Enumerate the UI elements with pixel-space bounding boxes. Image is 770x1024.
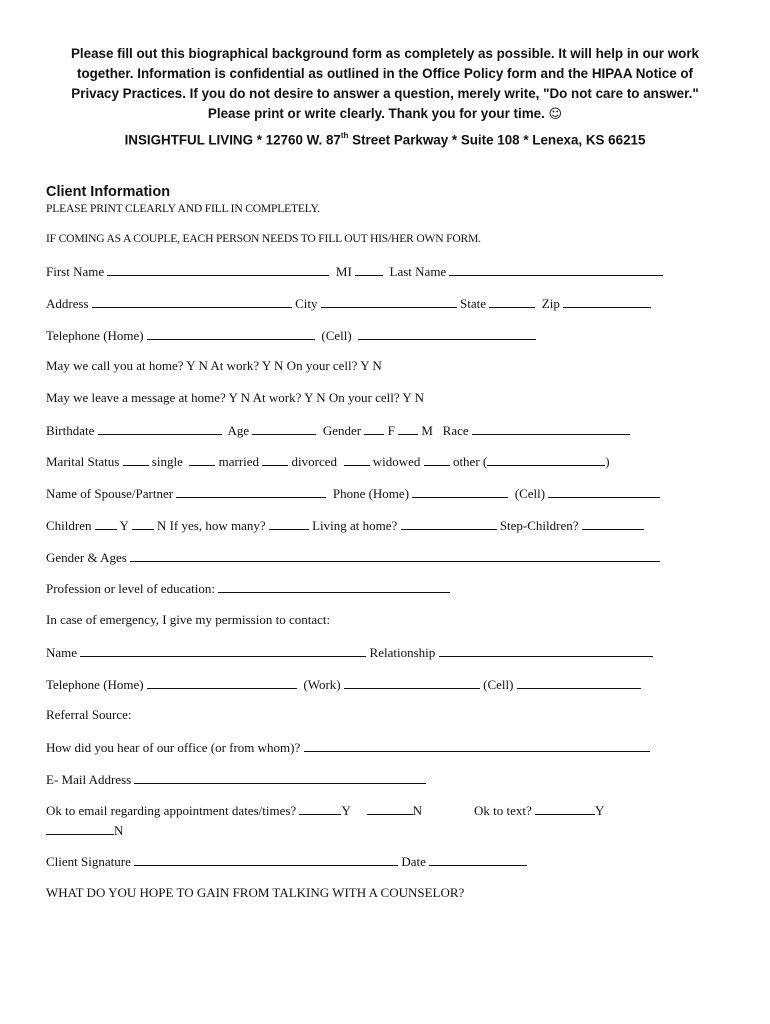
married-field[interactable] [189, 453, 215, 466]
gender-ages-label: Gender & Ages [46, 550, 127, 565]
divorced-label: divorced [291, 454, 338, 469]
emergency-name-field[interactable] [80, 644, 366, 657]
relationship-field[interactable] [439, 644, 653, 657]
telephone-row [46, 327, 536, 344]
signature-field[interactable] [134, 853, 398, 866]
referral-label: Referral Source: [46, 707, 132, 722]
emergency-phone-row [46, 676, 641, 693]
race-label: Race [442, 423, 469, 438]
phone-home-field[interactable] [412, 485, 508, 498]
ok-text-no-row [46, 822, 123, 839]
mi-field[interactable] [355, 263, 383, 276]
first-name-field[interactable] [107, 263, 329, 276]
emergency-tel-home-label: Telephone (Home) [46, 677, 144, 692]
children-y-label: Y [119, 518, 129, 533]
intro-paragraph [40, 44, 730, 125]
email-label: E- Mail Address [46, 772, 132, 787]
office-address [0, 132, 770, 147]
mi-label: MI [335, 264, 352, 279]
ok-email-y-label: Y [341, 803, 351, 818]
relationship-label: Relationship [369, 645, 436, 660]
cell-label: (Cell) [321, 328, 352, 343]
last-name-label: Last Name [389, 264, 447, 279]
address-suffix: Street Parkway * Suite 108 * Lenexa, KS 66215 [348, 132, 646, 148]
ok-email-yes-field[interactable] [299, 802, 341, 815]
last-name-field[interactable] [449, 263, 663, 276]
gender-ages-row [46, 549, 660, 566]
call-question: May we call you at home? Y N At work? Y N On your cell? Y N [46, 358, 382, 373]
single-field[interactable] [123, 453, 149, 466]
intro-line-4 [40, 104, 730, 125]
birthdate-row [46, 422, 630, 439]
signature-row [46, 853, 527, 870]
ok-text-y-label: Y [595, 803, 605, 818]
emergency-heading: In case of emergency, I give my permission to contact: [46, 612, 331, 627]
tel-home-field[interactable] [147, 327, 315, 340]
ok-text-n-label: N [114, 823, 124, 838]
zip-label: Zip [541, 296, 560, 311]
other-field[interactable] [424, 453, 450, 466]
gender-m-field[interactable] [398, 422, 418, 435]
ok-text-no-field[interactable] [46, 822, 114, 835]
other-close: ) [605, 454, 610, 469]
spouse-cell-field[interactable] [548, 485, 660, 498]
first-name-label: First Name [46, 264, 105, 279]
tel-home-label: Telephone (Home) [46, 328, 144, 343]
ok-text-label: Ok to text? [473, 803, 532, 818]
emergency-work-label: (Work) [303, 677, 341, 692]
date-field[interactable] [429, 853, 527, 866]
address-sup: th [340, 131, 349, 140]
gender-label: Gender [322, 423, 362, 438]
intro-line-3: Privacy Practices. If you do not desire to answer a question, merely write, "Do not care to answer." [71, 86, 699, 101]
name-row [46, 263, 663, 280]
widowed-label: widowed [372, 454, 421, 469]
spouse-field[interactable] [176, 485, 326, 498]
ok-email-n-label: N [412, 803, 422, 818]
address-label: Address [46, 296, 89, 311]
profession-row [46, 580, 450, 597]
date-label: Date [401, 854, 426, 869]
phone-home-label: Phone (Home) [332, 486, 410, 501]
emergency-tel-home-field[interactable] [147, 676, 297, 689]
message-question: May we leave a message at home? Y N At work? Y N On your cell? Y N [46, 390, 424, 405]
emergency-cell-field[interactable] [517, 676, 641, 689]
cell-field[interactable] [358, 327, 536, 340]
intro-line-4-text: Please print or write clearly. Thank you for your time. [207, 106, 545, 121]
married-label: married [218, 454, 260, 469]
email-field[interactable] [134, 771, 426, 784]
age-label: Age [227, 423, 250, 438]
intro-line-2: together. Information is confidential as outlined in the Office Policy form and the HIPAA Notice of [76, 66, 694, 81]
profession-field[interactable] [218, 580, 450, 593]
spouse-row [46, 485, 660, 502]
other-specify-field[interactable] [487, 453, 605, 466]
birthdate-label: Birthdate [46, 423, 95, 438]
intro-line-1: Please fill out this biographical background form as completely as possible. It will help in our work [70, 46, 699, 61]
children-row [46, 517, 644, 534]
address-prefix: INSIGHTFUL LIVING * 12760 W. 87 [124, 132, 341, 148]
section-title: Client Information [46, 184, 171, 200]
hope-question: WHAT DO YOU HOPE TO GAIN FROM TALKING WITH A COUNSELOR? [46, 885, 465, 900]
how-heard-label: How did you hear of our office (or from whom)? [46, 740, 301, 755]
children-how-many-label: N If yes, how many? [156, 518, 266, 533]
step-children-field[interactable] [582, 517, 644, 530]
profession-label: Profession or level of education: [46, 581, 215, 596]
state-field[interactable] [489, 295, 535, 308]
gender-ages-field[interactable] [130, 549, 660, 562]
birthdate-field[interactable] [98, 422, 222, 435]
ok-email-no-field[interactable] [367, 802, 413, 815]
email-row [46, 771, 426, 788]
emergency-work-field[interactable] [344, 676, 480, 689]
how-heard-field[interactable] [304, 739, 650, 752]
ok-text-yes-field[interactable] [535, 802, 595, 815]
spouse-cell-label: (Cell) [514, 486, 546, 501]
city-field[interactable] [321, 295, 457, 308]
single-label: single [151, 454, 183, 469]
address-field[interactable] [92, 295, 292, 308]
marital-label: Marital Status [46, 454, 120, 469]
signature-label: Client Signature [46, 854, 131, 869]
emergency-cell-label: (Cell) [483, 677, 514, 692]
emergency-name-row [46, 644, 653, 661]
city-label: City [295, 296, 318, 311]
step-children-label: Step-Children? [499, 518, 579, 533]
couple-note: IF COMING AS A COUPLE, EACH PERSON NEEDS TO FILL OUT HIS/HER OWN FORM. [46, 232, 481, 245]
how-heard-row [46, 739, 650, 756]
ok-email-label: Ok to email regarding appointment dates/times? [46, 803, 297, 818]
gender-f-field[interactable] [364, 422, 384, 435]
marital-row [46, 453, 610, 470]
race-field[interactable] [472, 422, 630, 435]
address-row [46, 295, 651, 312]
spouse-label: Name of Spouse/Partner [46, 486, 174, 501]
emergency-name-label: Name [46, 645, 78, 660]
living-label: Living at home? [312, 518, 398, 533]
widowed-field[interactable] [344, 453, 370, 466]
children-yes-field[interactable] [95, 517, 117, 530]
gender-m-label: M [421, 423, 433, 438]
divorced-field[interactable] [262, 453, 288, 466]
children-no-field[interactable] [132, 517, 154, 530]
gender-f-label: F [387, 423, 395, 438]
smiley-icon: ☺ [548, 107, 563, 122]
age-field[interactable] [252, 422, 316, 435]
other-label: other ( [452, 454, 488, 469]
children-label: Children [46, 518, 92, 533]
zip-field[interactable] [563, 295, 651, 308]
state-label: State [460, 296, 487, 311]
how-many-field[interactable] [269, 517, 309, 530]
ok-email-row [46, 802, 604, 819]
living-field[interactable] [401, 517, 497, 530]
print-note: PLEASE PRINT CLEARLY AND FILL IN COMPLETELY. [46, 202, 320, 215]
